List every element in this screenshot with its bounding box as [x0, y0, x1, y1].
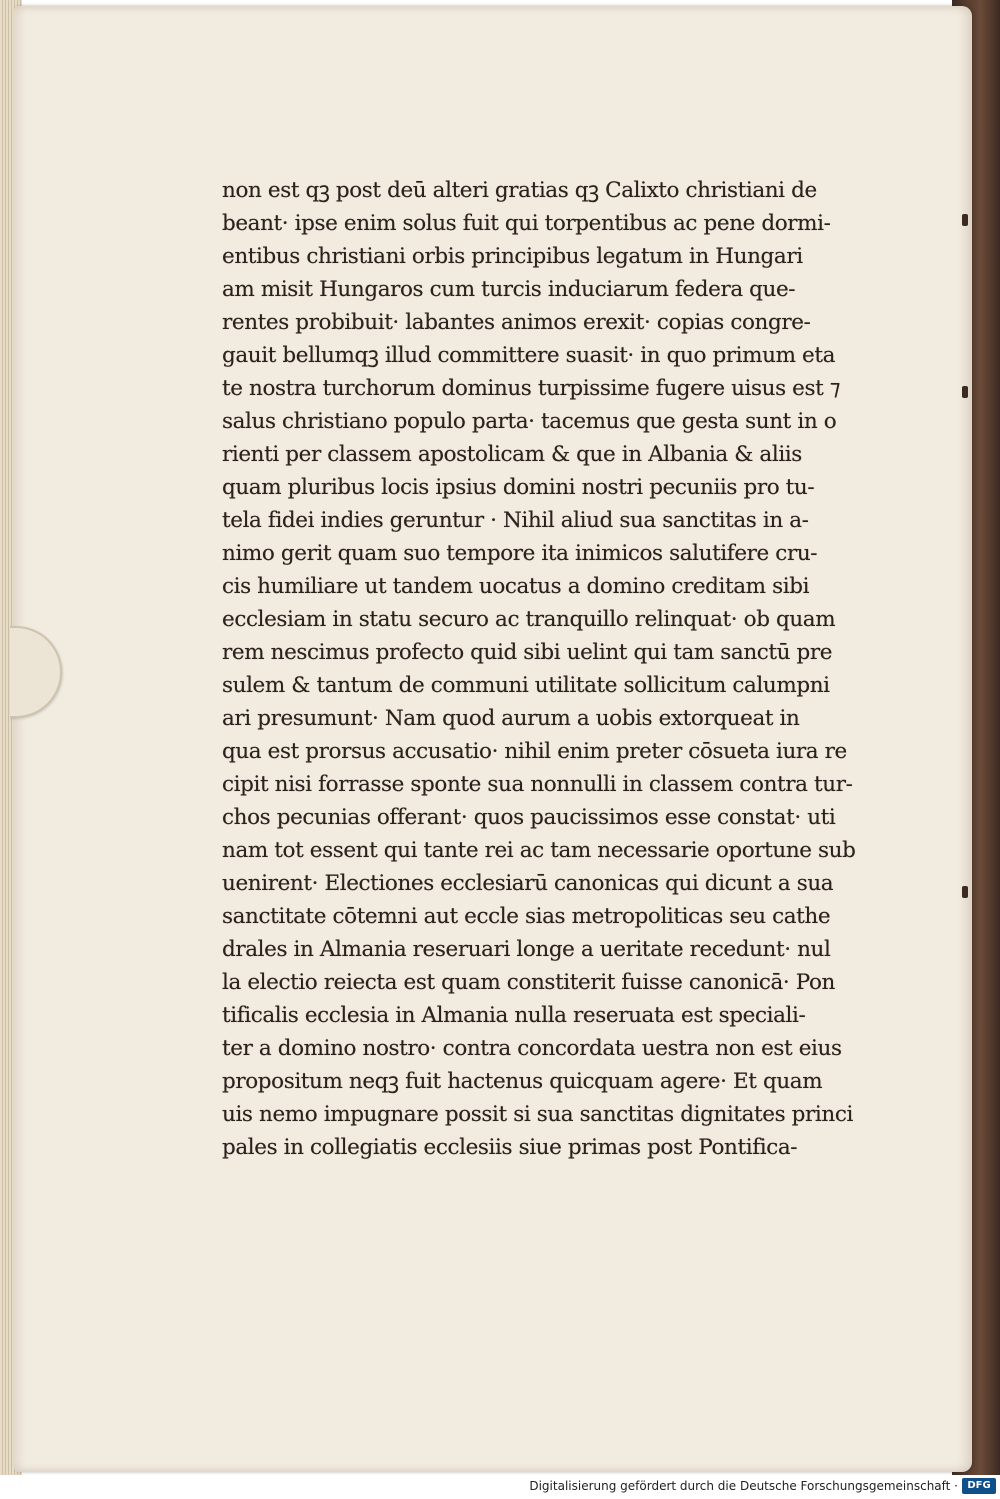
text-line: te nostra turchorum dominus turpissime fugere uisus est ⁊: [222, 376, 841, 401]
text-line: am misit Hungaros cum turcis induciarum federa que-: [222, 277, 796, 302]
text-line: pales in collegiatis ecclesiis siue primas post Pontifica-: [222, 1135, 798, 1160]
text-line: cis humiliare ut tandem uocatus a domino creditam sibi: [222, 574, 810, 599]
footer-credit: Digitalisierung gefördert durch die Deutsche Forschungsgemeinschaft ·: [529, 1479, 958, 1493]
dfg-logo[interactable]: DFG: [962, 1478, 996, 1494]
text-line: rienti per classem apostolicam & que in Albania & aliis: [222, 442, 802, 467]
text-line: chos pecunias offerant· quos paucissimos esse constat· uti: [222, 805, 836, 830]
text-line: ter a domino nostro· contra concordata uestra non est eius: [222, 1036, 842, 1061]
text-line: gauit bellumqꝫ illud committere suasit· in quo primum eta: [222, 343, 835, 368]
text-line: quam pluribus locis ipsius domini nostri pecuniis pro tu-: [222, 475, 815, 500]
text-line: la electio reiecta est quam constiterit fuisse canonicā· Pon: [222, 970, 835, 995]
text-line: drales in Almania reseruari longe a ueritate recedunt· nul: [222, 937, 831, 962]
margin-mark: [962, 214, 968, 226]
text-line: sanctitate cōtemni aut eccle sias metropoliticas seu cathe: [222, 904, 831, 929]
text-line: rentes probibuit· labantes animos erexit· copias congre-: [222, 310, 811, 335]
text-line: salus christiano populo parta· tacemus que gesta sunt in o: [222, 409, 837, 434]
text-line: qua est prorsus accusatio· nihil enim preter cōsueta iura re: [222, 739, 847, 764]
thumb-tab: [10, 626, 62, 718]
text-line: entibus christiani orbis principibus legatum in Hungari: [222, 244, 803, 269]
text-line: nam tot essent qui tante rei ac tam necessarie oportune sub: [222, 838, 856, 863]
text-line: rem nescimus profecto quid sibi uelint qui tam sanctū pre: [222, 640, 833, 665]
text-line: ari presumunt· Nam quod aurum a uobis extorqueat in: [222, 706, 800, 731]
margin-mark: [962, 386, 968, 398]
text-line: propositum neqꝫ fuit hactenus quicquam agere· Et quam: [222, 1069, 823, 1094]
text-line: nimo gerit quam suo tempore ita inimicos salutifere cru-: [222, 541, 818, 566]
text-line: beant· ipse enim solus fuit qui torpentibus ac pene dormi-: [222, 211, 831, 236]
footer-bar: [0, 1475, 1000, 1499]
text-line: ecclesiam in statu securo ac tranquillo relinquat· ob quam: [222, 607, 836, 632]
text-line: tela fidei indies geruntur · Nihil aliud sua sanctitas in a-: [222, 508, 809, 533]
text-line: uenirent· Electiones ecclesiarū canonicas qui dicunt a sua: [222, 871, 834, 896]
text-line: tificalis ecclesia in Almania nulla reseruata est speciali-: [222, 1003, 806, 1028]
text-line: sulem & tantum de communi utilitate sollicitum calumpni: [222, 673, 830, 698]
body-text: [222, 174, 862, 1164]
margin-mark: [962, 886, 968, 898]
text-line: non est qꝫ post deū alteri gratias qꝫ Calixto christiani de: [222, 178, 817, 203]
text-line: uis nemo impugnare possit si sua sanctitas dignitates princi: [222, 1102, 853, 1127]
text-line: cipit nisi forrasse sponte sua nonnulli in classem contra tur-: [222, 772, 853, 797]
